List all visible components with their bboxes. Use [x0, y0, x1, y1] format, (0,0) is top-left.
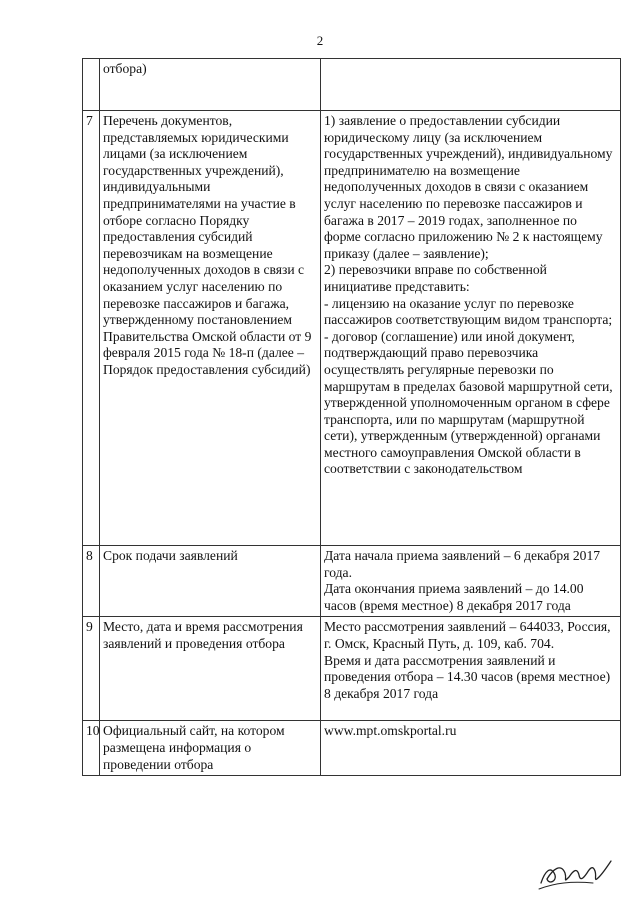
value-paragraph: Время и дата рассмотрения заявлений и проведения отбора – 14.30 часов (время местное) 8 декабря 2017 года: [324, 652, 611, 701]
table-row: [83, 546, 621, 617]
selection-info-table: [82, 58, 621, 776]
table-row: [83, 721, 621, 776]
row-label: Официальный сайт, на котором размещена информация о проведении отбора: [100, 721, 321, 776]
value-paragraph: - договор (соглашение) или иной документ, подтверждающий право перевозчика осуществлять регулярные перевозки по маршрутам в пределах базовой маршрутной сети, утвержденной уполномоченным органом в сфере транспорта, или по маршрутам (маршрутной сети), утвержденным (утвержденной) органами местного самоуправления Омской области в соответствии с законодательством: [324, 328, 613, 477]
table-row: [83, 111, 621, 546]
table-row: [83, 59, 621, 111]
value-paragraph: 2) перевозчики вправе по собственной инициативе представить:: [324, 262, 547, 294]
row-value: [321, 111, 621, 546]
handwritten-signature: [535, 853, 615, 893]
row-number: [83, 59, 100, 111]
row-label: Срок подачи заявлений: [100, 546, 321, 617]
row-number: 10: [83, 721, 100, 776]
row-value: [321, 546, 621, 617]
row-label: отбора): [100, 59, 321, 111]
value-paragraph: Дата окончания приема заявлений – до 14.00 часов (время местное) 8 декабря 2017 года: [324, 581, 584, 613]
value-paragraph: Дата начала приема заявлений – 6 декабря 2017 года.: [324, 548, 601, 580]
row-label: Перечень документов, представляемых юридическими лицами (за исключением государственных учреждений), индивидуальными предпринимателями на участие в отборе согласно Порядку предоставления субсидий перевозчикам на возмещение недополученных доходов в связи с оказанием услуг населению по перевозке пассажиров и багажа, утвержденному постановлением Правительства Омской области от 9 февраля 2015 года № 18-п (далее – Порядок предоставления субсидий): [100, 111, 321, 546]
row-number: 7: [83, 111, 100, 546]
value-paragraph: - лицензию на оказание услуг по перевозке пассажиров соответствующим видом транспорта;: [324, 295, 613, 328]
table-row: [83, 617, 621, 721]
value-paragraph: Место рассмотрения заявлений – 644033, Россия, г. Омск, Красный Путь, д. 109, каб. 704.: [324, 619, 611, 651]
page-number: 2: [316, 33, 324, 48]
row-number: 8: [83, 546, 100, 617]
row-number: 9: [83, 617, 100, 721]
row-value: [321, 617, 621, 721]
value-paragraph: 1) заявление о предоставлении субсидии юридическому лицу (за исключением государственных учреждений), индивидуальному предпринимателю на возмещение недополученных доходов в связи с оказанием услуг населению по перевозке пассажиров и багажа в 2017 – 2019 годах, заполненное по форме согласно приложению № 2 к настоящему приказу (далее – заявление);: [324, 113, 613, 261]
row-value: [321, 721, 621, 776]
row-label: Место, дата и время рассмотрения заявлений и проведения отбора: [100, 617, 321, 721]
row-value: [321, 59, 621, 111]
value-paragraph: www.mpt.omskportal.ru: [324, 723, 457, 739]
